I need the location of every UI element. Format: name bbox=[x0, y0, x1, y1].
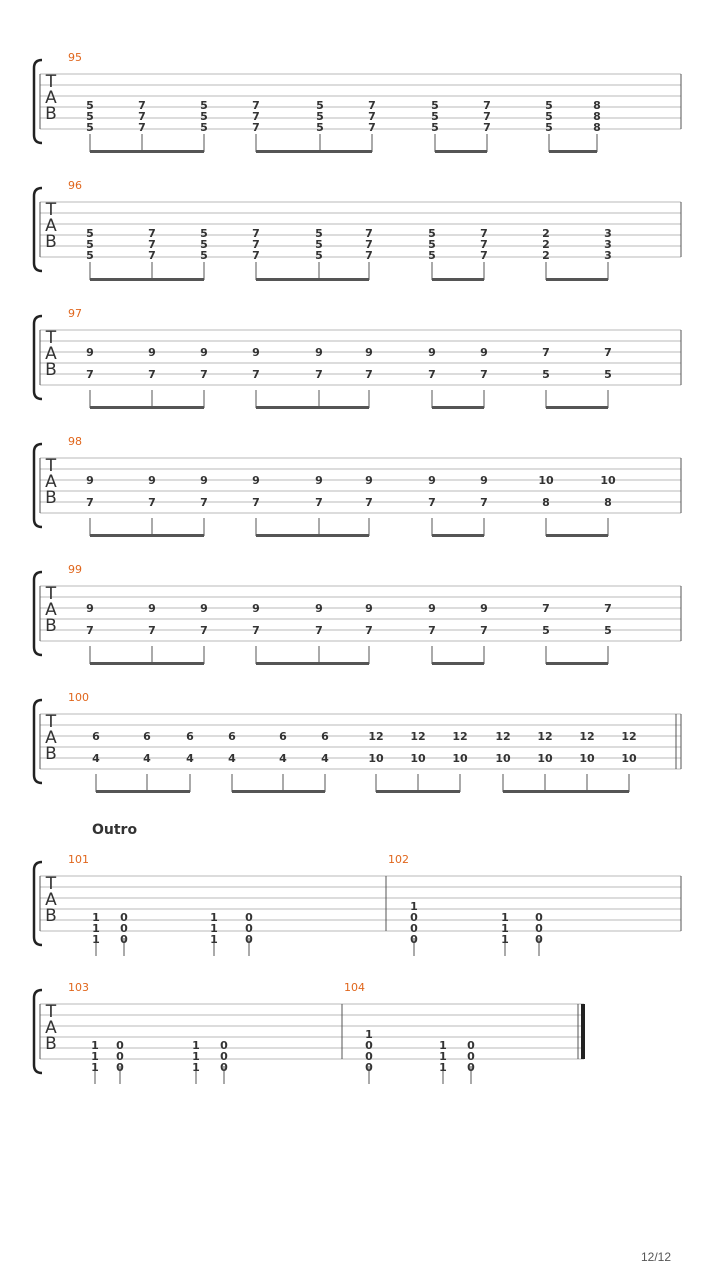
fret-number: 5 bbox=[200, 99, 208, 112]
measure-number: 101 bbox=[68, 853, 89, 866]
tab-clef-letter: A bbox=[45, 1018, 57, 1038]
fret-number: 0 bbox=[535, 922, 543, 935]
note-beam bbox=[256, 278, 369, 281]
fret-number: 9 bbox=[480, 602, 488, 615]
system-bracket bbox=[34, 60, 42, 143]
fret-number: 7 bbox=[148, 249, 156, 262]
fret-number: 7 bbox=[480, 238, 488, 251]
fret-number: 12 bbox=[579, 730, 595, 743]
fret-number: 9 bbox=[86, 602, 94, 615]
fret-number: 10 bbox=[452, 752, 468, 765]
fret-number: 1 bbox=[92, 911, 100, 924]
staff-system bbox=[34, 862, 681, 956]
note-beam bbox=[432, 534, 484, 537]
tab-clef-letter: A bbox=[45, 728, 57, 748]
measure-number: 98 bbox=[68, 435, 82, 448]
note-beam bbox=[546, 406, 608, 409]
fret-number: 10 bbox=[410, 752, 426, 765]
measure-number: 99 bbox=[68, 563, 82, 576]
fret-number: 5 bbox=[545, 99, 553, 112]
note-beam bbox=[432, 662, 484, 665]
fret-number: 5 bbox=[316, 121, 324, 134]
fret-number: 9 bbox=[148, 346, 156, 359]
fret-number: 5 bbox=[315, 249, 323, 262]
fret-number: 0 bbox=[116, 1050, 124, 1063]
note-beam bbox=[546, 534, 608, 537]
fret-number: 12 bbox=[537, 730, 553, 743]
fret-number: 7 bbox=[86, 624, 94, 637]
fret-number: 0 bbox=[245, 922, 253, 935]
fret-number: 9 bbox=[428, 346, 436, 359]
fret-number: 9 bbox=[252, 474, 260, 487]
note-beam bbox=[256, 662, 369, 665]
note-beam bbox=[546, 278, 608, 281]
fret-number: 7 bbox=[200, 496, 208, 509]
staff-system bbox=[34, 316, 681, 409]
fret-number: 4 bbox=[321, 752, 329, 765]
fret-number: 7 bbox=[604, 346, 612, 359]
fret-number: 1 bbox=[501, 911, 509, 924]
fret-number: 5 bbox=[315, 227, 323, 240]
fret-number: 9 bbox=[365, 474, 373, 487]
fret-number: 7 bbox=[252, 368, 260, 381]
system-bracket bbox=[34, 572, 42, 655]
staff-system bbox=[34, 60, 681, 153]
fret-number: 2 bbox=[542, 249, 550, 262]
fret-number: 10 bbox=[368, 752, 384, 765]
tab-clef-letter: A bbox=[45, 216, 57, 236]
note-beam bbox=[90, 150, 204, 153]
tab-clef-letter: A bbox=[45, 890, 57, 910]
fret-number: 0 bbox=[120, 933, 128, 946]
system-bracket bbox=[34, 444, 42, 527]
fret-number: 0 bbox=[220, 1061, 228, 1074]
fret-number: 7 bbox=[148, 227, 156, 240]
note-beam bbox=[503, 790, 629, 793]
fret-number: 12 bbox=[368, 730, 384, 743]
note-beam bbox=[90, 662, 204, 665]
fret-number: 6 bbox=[143, 730, 151, 743]
tab-clef-letter: T bbox=[45, 712, 57, 732]
fret-number: 5 bbox=[316, 99, 324, 112]
measure-number: 97 bbox=[68, 307, 82, 320]
note-beam bbox=[90, 534, 204, 537]
fret-number: 9 bbox=[252, 602, 260, 615]
fret-number: 1 bbox=[210, 933, 218, 946]
fret-number: 7 bbox=[200, 368, 208, 381]
fret-number: 7 bbox=[428, 624, 436, 637]
system-bracket bbox=[34, 700, 42, 783]
fret-number: 1 bbox=[210, 922, 218, 935]
fret-number: 0 bbox=[467, 1039, 475, 1052]
fret-number: 7 bbox=[542, 346, 550, 359]
fret-number: 6 bbox=[228, 730, 236, 743]
fret-number: 7 bbox=[138, 99, 146, 112]
fret-number: 9 bbox=[86, 346, 94, 359]
fret-number: 12 bbox=[495, 730, 511, 743]
fret-number: 1 bbox=[92, 933, 100, 946]
fret-number: 1 bbox=[410, 900, 418, 913]
tab-clef-letter: T bbox=[45, 200, 57, 220]
fret-number: 0 bbox=[467, 1050, 475, 1063]
fret-number: 7 bbox=[480, 624, 488, 637]
fret-number: 5 bbox=[86, 110, 94, 123]
note-beam bbox=[256, 406, 369, 409]
fret-number: 1 bbox=[91, 1039, 99, 1052]
fret-number: 5 bbox=[200, 121, 208, 134]
fret-number: 7 bbox=[315, 624, 323, 637]
fret-number: 7 bbox=[365, 368, 373, 381]
fret-number: 9 bbox=[428, 602, 436, 615]
fret-number: 12 bbox=[621, 730, 637, 743]
fret-number: 9 bbox=[200, 474, 208, 487]
fret-number: 7 bbox=[252, 496, 260, 509]
fret-number: 0 bbox=[245, 911, 253, 924]
fret-number: 1 bbox=[192, 1061, 200, 1074]
fret-number: 5 bbox=[200, 249, 208, 262]
system-bracket bbox=[34, 316, 42, 399]
system-bracket bbox=[34, 990, 42, 1073]
fret-number: 12 bbox=[452, 730, 468, 743]
fret-number: 5 bbox=[545, 110, 553, 123]
tab-clef-letter: B bbox=[45, 906, 57, 926]
fret-number: 10 bbox=[538, 474, 554, 487]
fret-number: 0 bbox=[535, 933, 543, 946]
fret-number: 1 bbox=[501, 922, 509, 935]
fret-number: 5 bbox=[200, 238, 208, 251]
tab-clef-letter: B bbox=[45, 744, 57, 764]
fret-number: 0 bbox=[365, 1050, 373, 1063]
staff-system bbox=[34, 444, 681, 537]
fret-number: 9 bbox=[86, 474, 94, 487]
tab-clef-letter: T bbox=[45, 456, 57, 476]
fret-number: 0 bbox=[220, 1039, 228, 1052]
staff-system bbox=[34, 188, 681, 281]
fret-number: 4 bbox=[143, 752, 151, 765]
fret-number: 7 bbox=[200, 624, 208, 637]
fret-number: 1 bbox=[439, 1039, 447, 1052]
note-beam bbox=[432, 406, 484, 409]
tab-clef-letter: T bbox=[45, 72, 57, 92]
fret-number: 4 bbox=[279, 752, 287, 765]
fret-number: 10 bbox=[579, 752, 595, 765]
fret-number: 9 bbox=[315, 602, 323, 615]
note-beam bbox=[256, 150, 372, 153]
fret-number: 7 bbox=[483, 121, 491, 134]
tab-clef-letter: B bbox=[45, 232, 57, 252]
fret-number: 7 bbox=[252, 227, 260, 240]
fret-number: 7 bbox=[365, 227, 373, 240]
fret-number: 7 bbox=[368, 121, 376, 134]
fret-number: 7 bbox=[148, 368, 156, 381]
fret-number: 2 bbox=[542, 238, 550, 251]
fret-number: 7 bbox=[483, 110, 491, 123]
fret-number: 7 bbox=[252, 99, 260, 112]
note-beam bbox=[232, 790, 325, 793]
fret-number: 0 bbox=[410, 922, 418, 935]
fret-number: 12 bbox=[410, 730, 426, 743]
fret-number: 8 bbox=[593, 121, 601, 134]
fret-number: 9 bbox=[365, 346, 373, 359]
fret-number: 5 bbox=[542, 624, 550, 637]
fret-number: 7 bbox=[315, 368, 323, 381]
fret-number: 5 bbox=[200, 227, 208, 240]
fret-number: 7 bbox=[365, 238, 373, 251]
fret-number: 9 bbox=[252, 346, 260, 359]
fret-number: 1 bbox=[439, 1061, 447, 1074]
system-bracket bbox=[34, 188, 42, 271]
fret-number: 7 bbox=[252, 121, 260, 134]
fret-number: 0 bbox=[245, 933, 253, 946]
tab-clef-letter: A bbox=[45, 472, 57, 492]
fret-number: 9 bbox=[200, 346, 208, 359]
tab-clef-letter: A bbox=[45, 344, 57, 364]
fret-number: 5 bbox=[428, 249, 436, 262]
measure-number: 100 bbox=[68, 691, 89, 704]
measure-number: 102 bbox=[388, 853, 409, 866]
fret-number: 4 bbox=[228, 752, 236, 765]
section-label: Outro bbox=[92, 822, 138, 838]
note-beam bbox=[546, 662, 608, 665]
tab-clef-letter: B bbox=[45, 360, 57, 380]
fret-number: 7 bbox=[365, 249, 373, 262]
fret-number: 7 bbox=[368, 99, 376, 112]
tab-clef-letter: T bbox=[45, 874, 57, 894]
fret-number: 5 bbox=[316, 110, 324, 123]
fret-number: 5 bbox=[431, 110, 439, 123]
fret-number: 9 bbox=[200, 602, 208, 615]
fret-number: 0 bbox=[120, 911, 128, 924]
fret-number: 5 bbox=[604, 368, 612, 381]
system-bracket bbox=[34, 862, 42, 945]
fret-number: 5 bbox=[542, 368, 550, 381]
fret-number: 1 bbox=[192, 1039, 200, 1052]
fret-number: 8 bbox=[593, 99, 601, 112]
tab-clef-letter: B bbox=[45, 1034, 57, 1054]
fret-number: 0 bbox=[365, 1039, 373, 1052]
fret-number: 0 bbox=[365, 1061, 373, 1074]
fret-number: 7 bbox=[365, 496, 373, 509]
note-beam bbox=[435, 150, 487, 153]
fret-number: 7 bbox=[148, 624, 156, 637]
fret-number: 9 bbox=[315, 474, 323, 487]
note-beam bbox=[256, 534, 369, 537]
note-beam bbox=[90, 406, 204, 409]
fret-number: 7 bbox=[148, 238, 156, 251]
fret-number: 1 bbox=[91, 1050, 99, 1063]
fret-number: 10 bbox=[537, 752, 553, 765]
fret-number: 1 bbox=[92, 922, 100, 935]
fret-number: 5 bbox=[431, 121, 439, 134]
tab-clef-letter: A bbox=[45, 88, 57, 108]
fret-number: 0 bbox=[410, 933, 418, 946]
fret-number: 10 bbox=[621, 752, 637, 765]
fret-number: 7 bbox=[86, 368, 94, 381]
fret-number: 0 bbox=[220, 1050, 228, 1063]
fret-number: 0 bbox=[116, 1061, 124, 1074]
fret-number: 5 bbox=[200, 110, 208, 123]
fret-number: 9 bbox=[148, 602, 156, 615]
staff-system bbox=[34, 700, 681, 793]
fret-number: 9 bbox=[148, 474, 156, 487]
fret-number: 4 bbox=[92, 752, 100, 765]
fret-number: 1 bbox=[439, 1050, 447, 1063]
fret-number: 5 bbox=[545, 121, 553, 134]
note-beam bbox=[376, 790, 460, 793]
fret-number: 7 bbox=[252, 110, 260, 123]
fret-number: 0 bbox=[410, 911, 418, 924]
fret-number: 5 bbox=[86, 249, 94, 262]
fret-number: 9 bbox=[365, 602, 373, 615]
tab-clef-letter: A bbox=[45, 600, 57, 620]
fret-number: 3 bbox=[604, 238, 612, 251]
fret-number: 7 bbox=[365, 624, 373, 637]
fret-number: 6 bbox=[92, 730, 100, 743]
fret-number: 5 bbox=[86, 99, 94, 112]
fret-number: 5 bbox=[428, 227, 436, 240]
fret-number: 8 bbox=[593, 110, 601, 123]
fret-number: 5 bbox=[431, 99, 439, 112]
fret-number: 7 bbox=[252, 249, 260, 262]
fret-number: 5 bbox=[86, 227, 94, 240]
note-beam bbox=[90, 278, 204, 281]
fret-number: 4 bbox=[186, 752, 194, 765]
fret-number: 7 bbox=[252, 624, 260, 637]
final-barline bbox=[581, 1004, 585, 1059]
fret-number: 9 bbox=[428, 474, 436, 487]
fret-number: 0 bbox=[120, 922, 128, 935]
tab-clef-letter: B bbox=[45, 616, 57, 636]
fret-number: 1 bbox=[210, 911, 218, 924]
fret-number: 10 bbox=[600, 474, 616, 487]
page-indicator: 12/12 bbox=[641, 1250, 672, 1264]
fret-number: 7 bbox=[480, 249, 488, 262]
fret-number: 10 bbox=[495, 752, 511, 765]
fret-number: 0 bbox=[467, 1061, 475, 1074]
fret-number: 7 bbox=[480, 496, 488, 509]
fret-number: 5 bbox=[428, 238, 436, 251]
fret-number: 7 bbox=[86, 496, 94, 509]
fret-number: 5 bbox=[604, 624, 612, 637]
tab-clef-letter: T bbox=[45, 328, 57, 348]
measure-number: 95 bbox=[68, 51, 82, 64]
fret-number: 7 bbox=[148, 496, 156, 509]
fret-number: 0 bbox=[535, 911, 543, 924]
staff-system bbox=[34, 572, 681, 665]
fret-number: 6 bbox=[321, 730, 329, 743]
fret-number: 7 bbox=[138, 110, 146, 123]
fret-number: 0 bbox=[116, 1039, 124, 1052]
measure-number: 103 bbox=[68, 981, 89, 994]
fret-number: 7 bbox=[480, 227, 488, 240]
fret-number: 3 bbox=[604, 249, 612, 262]
fret-number: 7 bbox=[315, 496, 323, 509]
measure-number: 96 bbox=[68, 179, 82, 192]
fret-number: 9 bbox=[315, 346, 323, 359]
note-beam bbox=[549, 150, 597, 153]
fret-number: 7 bbox=[252, 238, 260, 251]
fret-number: 9 bbox=[480, 474, 488, 487]
tab-clef-letter: T bbox=[45, 584, 57, 604]
fret-number: 5 bbox=[86, 238, 94, 251]
fret-number: 3 bbox=[604, 227, 612, 240]
tab-clef-letter: T bbox=[45, 1002, 57, 1022]
tab-clef-letter: B bbox=[45, 104, 57, 124]
fret-number: 1 bbox=[192, 1050, 200, 1063]
fret-number: 7 bbox=[483, 99, 491, 112]
fret-number: 6 bbox=[186, 730, 194, 743]
fret-number: 1 bbox=[501, 933, 509, 946]
fret-number: 8 bbox=[542, 496, 550, 509]
fret-number: 5 bbox=[86, 121, 94, 134]
fret-number: 7 bbox=[542, 602, 550, 615]
tab-clef-letter: B bbox=[45, 488, 57, 508]
note-beam bbox=[96, 790, 190, 793]
fret-number: 1 bbox=[91, 1061, 99, 1074]
fret-number: 7 bbox=[480, 368, 488, 381]
note-beam bbox=[432, 278, 484, 281]
fret-number: 7 bbox=[428, 368, 436, 381]
fret-number: 7 bbox=[428, 496, 436, 509]
fret-number: 7 bbox=[604, 602, 612, 615]
fret-number: 7 bbox=[138, 121, 146, 134]
fret-number: 2 bbox=[542, 227, 550, 240]
fret-number: 5 bbox=[315, 238, 323, 251]
fret-number: 6 bbox=[279, 730, 287, 743]
fret-number: 7 bbox=[368, 110, 376, 123]
measure-number: 104 bbox=[344, 981, 365, 994]
fret-number: 1 bbox=[365, 1028, 373, 1041]
fret-number: 9 bbox=[480, 346, 488, 359]
fret-number: 8 bbox=[604, 496, 612, 509]
